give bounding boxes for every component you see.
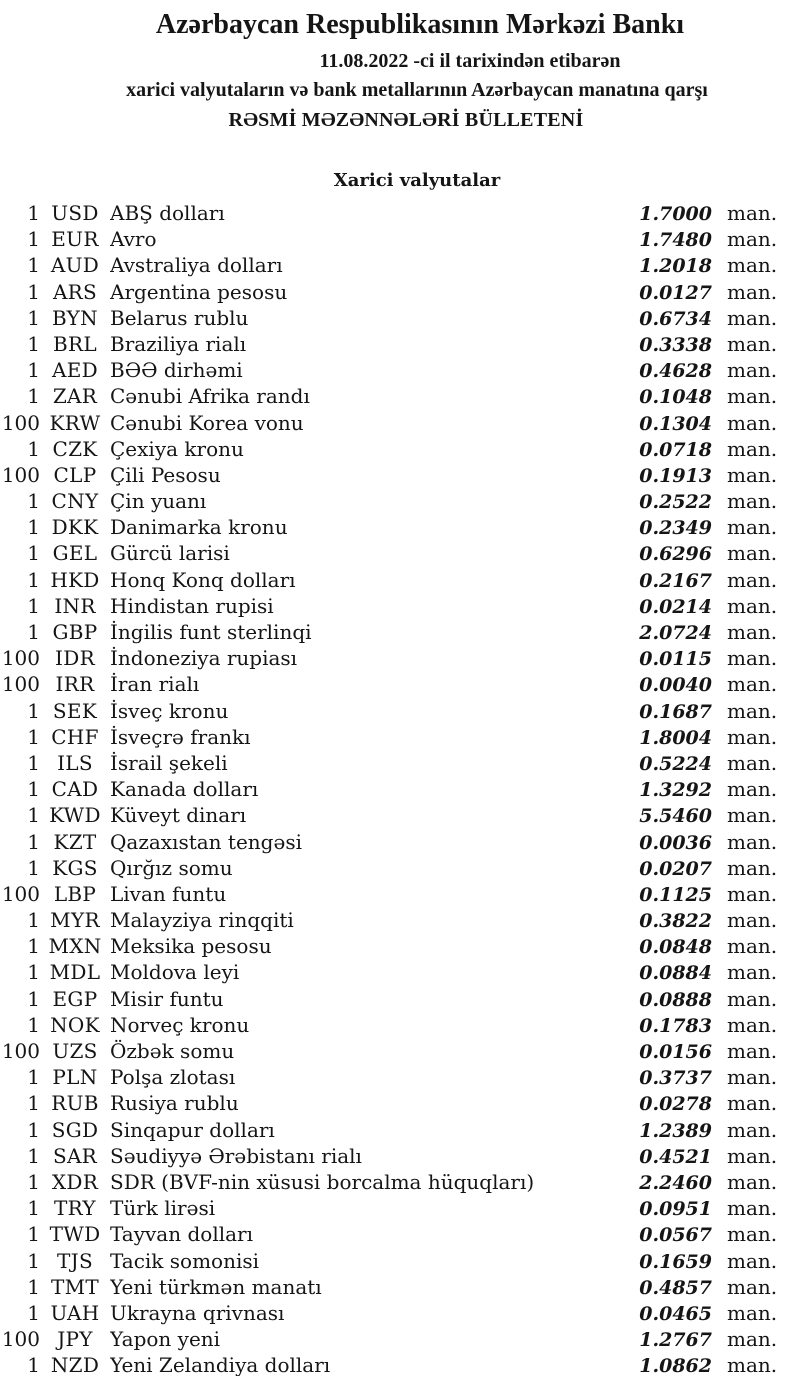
currency-name: Özbək somu [110,1039,235,1063]
table-row [0,332,800,358]
currency-code: JPY [57,1327,93,1352]
rate-value: 0.3737 [639,1067,712,1090]
quantity-value: 1 [27,1196,40,1221]
quantity-value: 1 [27,358,40,383]
currency-unit-label: man. [727,908,778,933]
rate-value: 0.0465 [639,1302,712,1325]
currency-code: SAR [52,1143,98,1168]
currency-code: XDR [51,1169,99,1194]
currency-unit-label: man. [727,1117,778,1142]
currency-name: Honq Konq dolları [110,567,296,592]
currency-name: Avstraliya dolları [110,253,283,278]
rate-value: 2.0724 [639,622,712,644]
currency-name: Braziliya rialı [110,331,247,356]
currency-code: SEK [52,698,98,723]
currency-unit-label: man. [727,358,778,383]
rate-value: 1.7480 [639,229,712,252]
quantity-value: 1 [27,253,40,278]
currency-unit-label: man. [727,777,778,802]
currency-name: Moldova leyi [110,960,240,985]
currency-unit-label: man. [727,279,778,304]
quantity-value: 1 [27,1143,40,1168]
quantity-value: 1 [27,1117,40,1142]
quantity-value: 1 [27,1065,40,1090]
currency-name: BƏƏ dirhəmi [110,358,243,383]
rate-value: 0.0214 [639,595,712,618]
currency-name: Gürcü larisi [110,541,230,566]
table-row [0,830,800,856]
currency-name: Danimarka kronu [110,515,288,540]
table-row [0,541,800,567]
currency-name: Livan funtu [110,881,227,906]
table-row [0,1013,800,1039]
currency-code: LBP [53,881,97,906]
rate-value: 0.5224 [639,752,712,775]
quantity-value: 1 [27,384,40,409]
rate-value: 2.2460 [639,1171,712,1194]
table-row [0,1144,800,1170]
currency-unit-label: man. [727,1222,778,1247]
table-row [0,594,800,620]
currency-code: SGD [51,1117,99,1142]
currency-code: KGS [52,855,98,880]
currency-unit-label: man. [727,829,778,854]
quantity-value: 1 [27,1248,40,1273]
rate-value: 0.0848 [639,936,712,959]
rate-value: 0.1304 [639,412,712,435]
quantity-value: 1 [27,1012,40,1037]
currency-code: EGP [52,986,98,1011]
table-row [0,1039,800,1065]
quantity-value: 1 [27,803,40,828]
currency-name: Çexiya kronu [110,436,244,461]
quantity-value: 1 [27,1091,40,1116]
currency-code: USD [51,201,99,225]
section-title-foreign-currencies: Xarici valyutalar [333,170,501,191]
rate-value: 0.0888 [639,988,712,1011]
table-row [0,620,800,646]
currency-unit-label: man. [727,960,778,985]
currency-name: Kanada dolları [110,777,259,802]
table-row [0,437,800,463]
currency-unit-label: man. [727,620,778,644]
rate-value: 1.0862 [639,1355,712,1376]
currency-code: IRR [55,672,95,697]
quantity-value: 1 [27,986,40,1011]
table-row [0,1301,800,1327]
quantity-value: 100 [1,1327,40,1352]
rate-value: 5.5460 [639,805,712,828]
rate-value: 0.1687 [639,700,712,723]
table-row [0,1353,800,1376]
currency-name: Belarus rublu [110,305,249,330]
table-row [0,777,800,803]
rate-value: 0.1783 [639,1014,712,1037]
table-row [0,1118,800,1144]
rate-value: 0.6296 [639,543,712,566]
rate-value: 1.2767 [639,1329,712,1352]
currency-code: BRL [53,331,97,356]
currency-name: Sinqapur dolları [110,1117,275,1142]
rate-value: 0.0115 [639,648,712,671]
currency-name: Avro [110,227,157,252]
bulletin-subtitle: xarici valyutaların və bank metallarının Azərbaycan manatına qarşı [126,79,708,101]
currency-unit-label: man. [727,1274,778,1299]
quantity-value: 1 [27,1169,40,1194]
currency-code: GEL [52,541,98,566]
currency-code: TJS [57,1248,93,1273]
currency-unit-label: man. [727,436,778,461]
currency-unit-label: man. [727,384,778,409]
rate-value: 0.0884 [639,962,712,985]
quantity-value: 1 [27,279,40,304]
table-row [0,1275,800,1301]
currency-name: Polşa zlotası [110,1065,236,1090]
currency-code: DKK [51,515,99,540]
currency-code: KRW [49,410,101,435]
currency-code: MXN [48,934,102,959]
quantity-value: 1 [27,331,40,356]
currency-name: İndoneziya rupiası [110,646,298,671]
rate-value: 0.0127 [639,281,712,304]
quantity-value: 1 [27,829,40,854]
quantity-value: 1 [27,1300,40,1325]
quantity-value: 1 [27,567,40,592]
rate-value: 0.2167 [639,569,712,592]
rate-value: 1.8004 [639,726,712,749]
currency-code: HKD [50,567,100,592]
currency-unit-label: man. [727,750,778,775]
currency-name: ABŞ dolları [110,201,225,225]
quantity-value: 1 [27,593,40,618]
table-row [0,751,800,777]
currency-unit-label: man. [727,515,778,540]
rate-value: 0.1125 [639,883,712,906]
currency-code: KWD [49,803,101,828]
rate-value: 0.2522 [639,491,712,514]
currency-unit-label: man. [727,253,778,278]
rate-value: 0.0718 [639,438,712,461]
rate-value: 0.3822 [639,910,712,933]
table-row [0,306,800,332]
quantity-value: 1 [27,620,40,644]
currency-name: İngilis funt sterlinqi [110,620,312,644]
currency-code: TMT [50,1274,100,1299]
currency-code: TRY [54,1196,96,1221]
currency-code: UZS [52,1039,98,1063]
currency-name: Hindistan rupisi [110,593,274,618]
currency-unit-label: man. [727,881,778,906]
quantity-value: 100 [1,881,40,906]
currency-unit-label: man. [727,986,778,1011]
currency-name: Səudiyyə Ərəbistanı rialı [110,1143,362,1168]
table-row [0,1170,800,1196]
currency-name: İsveç kronu [110,698,229,723]
quantity-value: 1 [27,724,40,749]
quantity-value: 100 [1,646,40,671]
currency-unit-label: man. [727,855,778,880]
quantity-value: 1 [27,227,40,252]
quantity-value: 1 [27,1353,40,1376]
quantity-value: 1 [27,201,40,225]
rate-value: 0.3338 [639,333,712,356]
currency-code: MDL [49,960,101,985]
quantity-value: 1 [27,305,40,330]
currency-name: Tayvan dolları [110,1222,253,1247]
currency-unit-label: man. [727,1012,778,1037]
currency-unit-label: man. [727,541,778,566]
table-row [0,882,800,908]
table-row [0,1196,800,1222]
table-row [0,568,800,594]
currency-code: INR [54,593,96,618]
currency-name: Türk lirəsi [110,1196,216,1221]
rate-value: 0.0036 [639,831,712,854]
rate-value: 1.2389 [639,1119,712,1142]
currency-unit-label: man. [727,462,778,487]
table-row [0,201,800,227]
currency-name: Tacik somonisi [110,1248,260,1273]
currency-name: Ukrayna qrivnası [110,1300,285,1325]
currency-unit-label: man. [727,1327,778,1352]
table-row [0,699,800,725]
table-row [0,856,800,882]
currency-code: RUB [51,1091,99,1116]
quantity-value: 1 [27,1274,40,1299]
currency-code: ARS [52,279,98,304]
currency-unit-label: man. [727,672,778,697]
table-row [0,358,800,384]
currency-code: CLP [53,462,97,487]
currency-code: NZD [50,1353,100,1376]
currency-name: Cənubi Afrika randı [110,384,310,409]
currency-unit-label: man. [727,567,778,592]
bank-name-title: Azərbaycan Respublikasının Mərkəzi Bankı [155,9,685,40]
currency-code: CZK [52,436,98,461]
table-row [0,1249,800,1275]
currency-unit-label: man. [727,1196,778,1221]
currency-name: Küveyt dinarı [110,803,247,828]
currency-unit-label: man. [727,1039,778,1063]
rate-value: 1.3292 [639,779,712,802]
table-row [0,384,800,410]
currency-name: İsveçrə frankı [110,724,251,749]
currency-name: Malayziya rinqqiti [110,908,294,933]
table-row [0,934,800,960]
table-row [0,253,800,279]
table-row [0,1327,800,1353]
rate-value: 0.1913 [639,464,712,487]
table-row [0,987,800,1013]
quantity-value: 100 [1,410,40,435]
rate-value: 0.2349 [639,517,712,540]
currency-name: SDR (BVF-nin xüsusi borcalma hüquqları) [110,1169,535,1194]
document-header [0,0,800,131]
quantity-value: 100 [1,1039,40,1063]
currency-table [0,201,800,1376]
currency-code: PLN [52,1065,98,1090]
table-row [0,515,800,541]
rate-value: 0.0951 [639,1198,712,1221]
rate-value: 0.1048 [639,386,712,409]
currency-name: Yapon yeni [110,1327,221,1352]
bulletin-title: RƏSMİ MƏZƏNNƏLƏRİ BÜLLETENİ [228,109,584,131]
currency-unit-label: man. [727,305,778,330]
currency-code: ZAR [52,384,98,409]
quantity-value: 1 [27,960,40,985]
currency-name: Qırğız somu [110,855,233,880]
currency-unit-label: man. [727,227,778,252]
currency-unit-label: man. [727,1169,778,1194]
table-row [0,646,800,672]
currency-unit-label: man. [727,1065,778,1090]
currency-unit-label: man. [727,489,778,514]
quantity-value: 1 [27,855,40,880]
currency-name: Yeni Zelandiya dolları [110,1353,331,1376]
currency-name: Meksika pesosu [110,934,272,959]
currency-name: Misir funtu [110,986,224,1011]
currency-name: Argentina pesosu [110,279,288,304]
currency-code: CAD [51,777,99,802]
currency-unit-label: man. [727,1300,778,1325]
currency-code: TWD [49,1222,101,1247]
currency-name: Cənubi Korea vonu [110,410,304,435]
table-row [0,960,800,986]
rate-value: 0.6734 [639,307,712,330]
rate-value: 0.0278 [639,1093,712,1116]
quantity-value: 1 [27,934,40,959]
currency-code: BYN [52,305,98,330]
currency-unit-label: man. [727,1353,778,1376]
currency-code: UAH [50,1300,100,1325]
currency-unit-label: man. [727,1091,778,1116]
currency-unit-label: man. [727,646,778,671]
currency-unit-label: man. [727,410,778,435]
currency-unit-label: man. [727,331,778,356]
currency-code: NOK [50,1012,100,1037]
currency-code: KZT [53,829,97,854]
currency-unit-label: man. [727,201,778,225]
currency-unit-label: man. [727,934,778,959]
rate-value: 0.0207 [639,857,712,880]
rate-value: 1.2018 [639,255,712,278]
rate-value: 0.0040 [639,674,712,697]
currency-code: EUR [51,227,99,252]
currency-name: Rusiya rublu [110,1091,239,1116]
table-row [0,725,800,751]
rate-value: 0.1659 [639,1250,712,1273]
effective-date-line: 11.08.2022 -ci il tarixindən etibarən [319,50,621,72]
quantity-value: 1 [27,908,40,933]
table-row [0,672,800,698]
currency-name: İran rialı [110,672,200,697]
table-row [0,489,800,515]
table-row [0,803,800,829]
table-row [0,227,800,253]
rate-value: 0.4857 [639,1276,712,1299]
table-row [0,1065,800,1091]
currency-code: IDR [55,646,95,671]
rate-value: 0.0567 [639,1224,712,1247]
currency-code: CHF [51,724,99,749]
quantity-value: 1 [27,515,40,540]
currency-name: Norveç kronu [110,1012,250,1037]
currency-name: Çili Pesosu [110,462,221,487]
currency-name: İsrail şekeli [110,750,228,775]
currency-code: ILS [57,750,93,775]
quantity-value: 1 [27,489,40,514]
currency-name: Yeni türkmən manatı [110,1274,322,1299]
quantity-value: 1 [27,541,40,566]
currency-unit-label: man. [727,1143,778,1168]
currency-code: GBP [52,620,98,644]
currency-code: MYR [50,908,100,933]
currency-name: Çin yuanı [110,489,207,514]
rate-value: 0.0156 [639,1041,712,1063]
quantity-value: 100 [1,672,40,697]
quantity-value: 1 [27,777,40,802]
currency-unit-label: man. [727,593,778,618]
table-row [0,463,800,489]
currency-code: AUD [50,253,100,278]
currency-unit-label: man. [727,803,778,828]
currency-unit-label: man. [727,724,778,749]
table-row [0,908,800,934]
currency-name: Qazaxıstan tengəsi [110,829,302,854]
quantity-value: 1 [27,436,40,461]
quantity-value: 100 [1,462,40,487]
quantity-value: 1 [27,1222,40,1247]
currency-unit-label: man. [727,1248,778,1273]
table-row [0,1091,800,1117]
quantity-value: 1 [27,750,40,775]
currency-code: AED [52,358,98,383]
currency-unit-label: man. [727,698,778,723]
table-row [0,411,800,437]
rate-value: 0.4628 [639,360,712,383]
quantity-value: 1 [27,698,40,723]
table-row [0,1222,800,1248]
rate-value: 1.7000 [639,203,712,225]
table-row [0,280,800,306]
currency-code: CNY [51,489,99,514]
rate-value: 0.4521 [639,1145,712,1168]
